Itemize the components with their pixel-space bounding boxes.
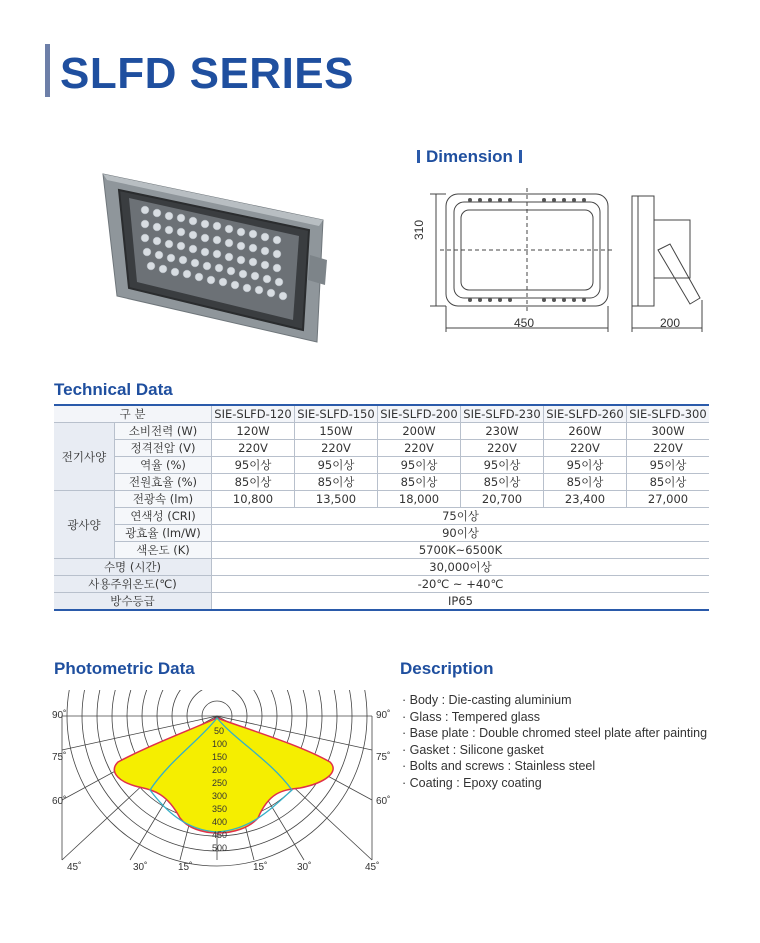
list-item: · Gasket : Silicone gasket <box>402 742 544 757</box>
model-header: SIE-SLFD-120 <box>212 405 295 423</box>
row-label: 전원효율 (%) <box>115 474 212 491</box>
description-heading: Description <box>400 659 494 678</box>
row-label: 광효율 (lm/W) <box>115 525 212 542</box>
row-label: 연색성 (CRI) <box>115 508 212 525</box>
angle-label: 75˚ <box>376 752 391 763</box>
table-row: 수명 (시간) 30,000이상 <box>54 559 709 576</box>
model-header: SIE-SLFD-300 <box>627 405 710 423</box>
radial-value: 450 <box>212 830 228 840</box>
table-row: 전기사양 소비전력 (W) 120W 150W 200W 230W 260W 300W <box>54 423 709 440</box>
title-accent-bar <box>45 44 50 97</box>
table-row: 방수등급 IP65 <box>54 593 709 611</box>
radial-value: 300 <box>212 791 228 801</box>
product-image <box>95 160 330 350</box>
table-row: 사용주위온도(℃) -20℃ ~ +40℃ <box>54 576 709 593</box>
list-item: · Glass : Tempered glass <box>402 709 541 724</box>
angle-label: 60˚ <box>376 796 391 807</box>
angle-label: 30˚ <box>133 862 148 873</box>
angle-label: 90˚ <box>376 710 391 721</box>
radial-value: 350 <box>212 804 228 814</box>
radial-value: 500 <box>212 843 228 853</box>
radial-value: 100 <box>212 739 228 749</box>
radial-value: 250 <box>212 778 228 788</box>
dimension-width: 450 <box>514 316 535 330</box>
table-row: 정격전압 (V) 220V 220V 220V 220V 220V 220V <box>54 440 709 457</box>
angle-label: 15˚ <box>253 862 268 873</box>
dimension-drawing <box>410 180 730 340</box>
row-label: 색온도 (K) <box>115 542 212 559</box>
list-item: · Bolts and screws : Stainless steel <box>402 759 596 774</box>
angle-label: 45˚ <box>365 862 380 873</box>
dimension-depth: 200 <box>660 316 681 330</box>
table-row: 색온도 (K) 5700K~6500K <box>54 542 709 559</box>
radial-value: 200 <box>212 765 228 775</box>
angle-label: 15˚ <box>178 862 193 873</box>
dimension-height: 310 <box>412 219 426 240</box>
angle-label: 45˚ <box>67 862 82 873</box>
row-label: 정격전압 (V) <box>115 440 212 457</box>
angle-label: 30˚ <box>297 862 312 873</box>
list-item: · Coating : Epoxy coating <box>402 775 542 790</box>
table-row <box>54 405 709 423</box>
dimension-heading: Dimension <box>411 147 528 167</box>
model-header: SIE-SLFD-200 <box>378 405 461 423</box>
spec-table <box>54 404 709 611</box>
table-row: 광사양 전광속 (lm) 10,800 13,500 18,000 20,700 23,400 27,000 <box>54 491 709 508</box>
page-title: SLFD SERIES <box>60 49 354 98</box>
row-label: 방수등급 <box>54 593 212 611</box>
table-row: 역율 (%) 95이상 95이상 95이상 95이상 95이상 95이상 <box>54 457 709 474</box>
angle-label: 75˚ <box>52 752 67 763</box>
row-label: 역율 (%) <box>115 457 212 474</box>
table-row: 전원효율 (%) 85이상 85이상 85이상 85이상 85이상 85이상 <box>54 474 709 491</box>
model-header: SIE-SLFD-230 <box>461 405 544 423</box>
model-header: SIE-SLFD-150 <box>295 405 378 423</box>
list-item: · Body : Die-casting aluminium <box>402 693 572 707</box>
list-item: · Base plate : Double chromed steel plate after painting <box>402 726 708 741</box>
table-row: 연색성 (CRI) 75이상 <box>54 508 709 525</box>
angle-label: 60˚ <box>52 796 67 807</box>
group-optical: 광사양 <box>54 491 115 559</box>
photometric-heading: Photometric Data <box>54 659 195 678</box>
radial-value: 50 <box>214 726 225 736</box>
table-header-label: 구 분 <box>54 405 212 423</box>
group-electrical: 전기사양 <box>54 423 115 491</box>
angle-label: 90˚ <box>52 710 67 721</box>
row-label: 수명 (시간) <box>54 559 212 576</box>
radial-value: 150 <box>212 752 228 762</box>
row-label: 사용주위온도(℃) <box>54 576 212 593</box>
description-list <box>402 692 707 792</box>
row-label: 소비전력 (W) <box>115 423 212 440</box>
row-label: 전광속 (lm) <box>115 491 212 508</box>
technical-heading: Technical Data <box>54 380 173 399</box>
model-header: SIE-SLFD-260 <box>544 405 627 423</box>
table-row: 광효율 (lm/W) 90이상 <box>54 525 709 542</box>
radial-value: 400 <box>212 817 228 827</box>
